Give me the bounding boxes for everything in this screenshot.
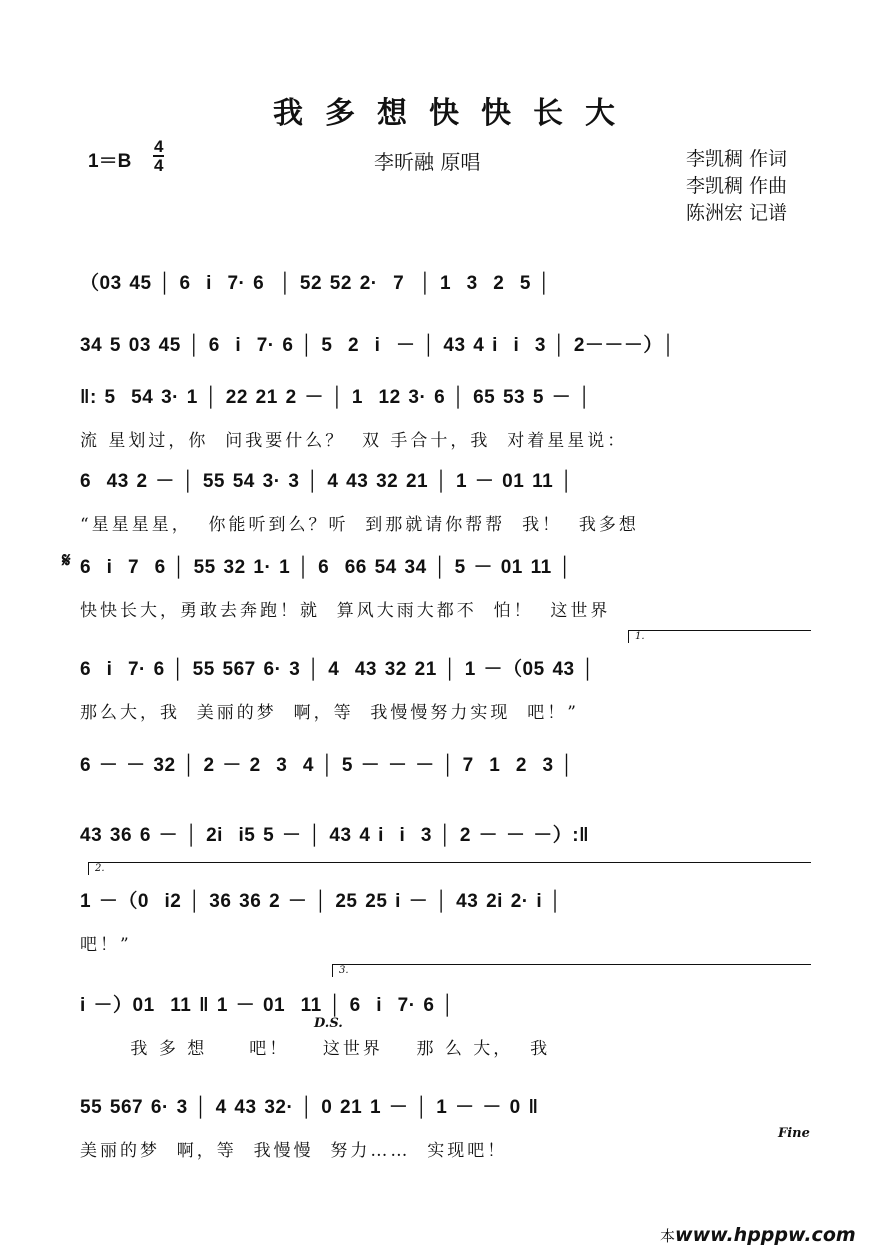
score-system-11 — [80, 1092, 810, 1172]
notation-line: 6 i 7· 6 │ 55 567 6· 3 │ 4 43 32 21 │ 1 －（05 43 │ — [80, 659, 595, 680]
score-system-7 — [80, 750, 810, 830]
lyrics-line: “星星星星， 你能听到么？听 到那就请你帮帮 我！ 我多想 — [80, 515, 639, 535]
notation-line: （03 45 │ 6 i 7· 6 │ 52 52 2· 7 │ 1 3 2 5 │ — [80, 273, 552, 294]
score-system-6 — [80, 654, 810, 734]
key-signature: 1＝B — [88, 151, 132, 172]
dal-segno-mark: D.S. — [314, 1016, 343, 1031]
lyrics-line: 快快长大，勇敢去奔跑！就 算风大雨大都不 怕！ 这世界 — [80, 601, 611, 621]
notation-line: 34 5 03 45 │ 6 i 7· 6 │ 5 2 i － │ 43 4 i i 3 │ 2－－－）│ — [80, 335, 676, 356]
score-system-10 — [80, 990, 810, 1070]
notation-line: ‖: 5 54 3· 1 │ 22 21 2 － │ 1 12 3· 6 │ 65 53 5 － │ — [80, 387, 592, 408]
notation-line: 43 36 6 － │ 2i i5 5 － │ 43 4 i i 3 │ 2 － － －）:‖ — [80, 825, 590, 846]
notation-line: 6 i 7 6 │ 55 32 1· 1 │ 6 66 54 34 │ 5 － 01 11 │ — [80, 557, 572, 578]
time-signature — [153, 138, 164, 174]
composer-credit: 李凯稠 作曲 — [686, 175, 788, 197]
transcriber-credit: 陈洲宏 记谱 — [686, 202, 788, 224]
score-system-9 — [80, 886, 810, 966]
singer-credit: 李昕融 原唱 — [374, 150, 481, 174]
notation-line: 6 － － 32 │ 2 － 2 3 4 │ 5 － － － │ 7 1 2 3 │ — [80, 755, 574, 776]
footer-prefix: 本 — [660, 1227, 676, 1245]
first-ending-bracket: 1. — [628, 630, 811, 643]
score-system-3 — [80, 382, 810, 462]
notation-line: 6 43 2 － │ 55 54 3· 3 │ 4 43 32 21 │ 1 － 01 11 │ — [80, 471, 574, 492]
second-ending-bracket: 2. — [88, 862, 811, 875]
song-title: 我多想快快长大 — [273, 96, 637, 131]
third-ending-bracket: 3. — [332, 964, 811, 977]
footer-watermark — [660, 1224, 856, 1246]
credits — [686, 146, 787, 227]
lyrics-line: 美丽的梦 啊，等 我慢慢 努力…… 实现吧！ — [80, 1141, 508, 1161]
notation-line: 55 567 6· 3 │ 4 43 32· │ 0 21 1 － │ 1 － － 0 ‖ — [80, 1097, 539, 1118]
notation-line: i －）01 11 ‖ 1 － 01 11 │ 6 i 7· 6 │ — [80, 995, 455, 1016]
lyrics-line: 吧！” — [80, 935, 132, 955]
lyrics-line: 那么大，我 美丽的梦 啊，等 我慢慢努力实现 吧！” — [80, 703, 579, 723]
lyrics-line: 流 星划过，你 问我要什么？ 双 手合十，我 对着星星说： — [80, 431, 628, 451]
score-system-5 — [80, 552, 810, 632]
notation-line: 1 －（0 i2 │ 36 36 2 － │ 25 25 i － │ 43 2i 2· i │ — [80, 891, 563, 912]
meter-bottom: 4 — [154, 156, 164, 175]
lyrics-line: 我 多 想 吧！ 这世界 那 么 大， 我 — [80, 1039, 551, 1059]
lyricist-credit: 李凯稠 作词 — [686, 148, 788, 170]
fine-mark: Fine — [778, 1126, 810, 1141]
score-system-4 — [80, 466, 810, 546]
meter-top: 4 — [154, 137, 164, 156]
site-url[interactable]: www.hpppw.com — [675, 1224, 856, 1246]
segno-sign: 𝄋 — [62, 548, 71, 572]
